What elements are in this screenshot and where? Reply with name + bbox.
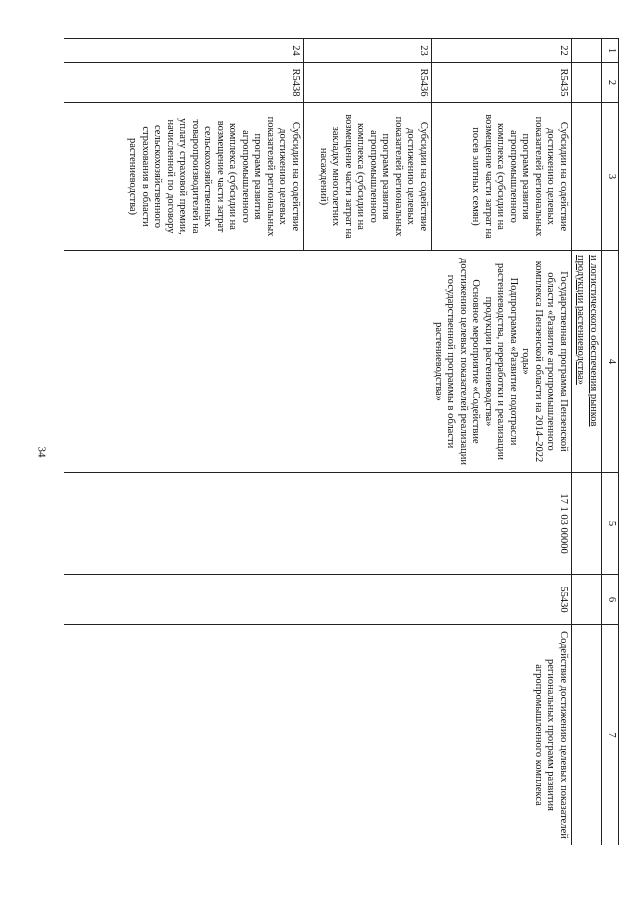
- cell: [572, 103, 602, 251]
- row-description: Субсидии на содействие достижению целевых показателей региональных программ развития агропромышленного комплекса (субсидии на возмещение части затрат на закладку многолетних насаждений): [304, 103, 432, 251]
- program-sub: Подпрограмма «Развитие подотрасли растениеводства, переработки и реализации продукции растениеводства»: [483, 263, 519, 460]
- header-row: [602, 39, 619, 846]
- cell: [572, 625, 602, 846]
- col-header-1: 1: [602, 39, 619, 63]
- col-header-6: 6: [602, 575, 619, 625]
- kvr-code: 55430: [64, 575, 572, 625]
- cell: [572, 575, 602, 625]
- row-code: R5438: [64, 63, 304, 103]
- cell: [572, 473, 602, 575]
- col-header-5: 5: [602, 473, 619, 575]
- row-number: 24: [64, 39, 304, 63]
- program-cell: [64, 251, 572, 473]
- table-container: [64, 38, 619, 845]
- continuation-cell: [572, 251, 602, 473]
- page-number: 34: [35, 446, 48, 458]
- continuation-text: и логистического обеспечения рынков продукции растениеводства»: [575, 255, 599, 427]
- budget-classification-table: [64, 38, 619, 845]
- program-state: Государственная программа Пензенской области «Развитие агропромышленного комплекса Пензенской области на 2014–2022 годы»: [520, 260, 569, 463]
- row-description: Субсидии на содействие достижению целевых показателей региональных программ развития агропромышленного комплекса (субсидии на возмещение части затрат на посев элитных семян): [432, 103, 572, 251]
- row-code: R5436: [304, 63, 432, 103]
- row-number: 22: [432, 39, 572, 63]
- rotated-table: [64, 38, 619, 845]
- csr-code: 17 1 03 00000: [64, 473, 572, 575]
- col-header-7: 7: [602, 625, 619, 846]
- continuation-row: [572, 39, 602, 846]
- col-header-3: 3: [602, 103, 619, 251]
- cell: [572, 63, 602, 103]
- purpose-cell: Содействие достижению целевых показателей региональных программ развития агропромышленного комплекса: [64, 625, 572, 846]
- program-main-measure: Основное мероприятие «Содействие достижению целевых показателей реализации государственной программы в области растениеводства»: [433, 258, 482, 465]
- cell: [572, 39, 602, 63]
- col-header-4: 4: [602, 251, 619, 473]
- col-header-2: 2: [602, 63, 619, 103]
- row-description: Субсидии на содействие достижению целевых показателей региональных программ развития агропромышленного комплекса (субсидии на возмещение части затрат сельскохозяйственных товаропроизводителей на уплату страховой премии, начисленной по договору сельскохозяйственного страхования в области растениеводства): [64, 103, 304, 251]
- row-number: 23: [304, 39, 432, 63]
- table-row: [432, 39, 572, 846]
- row-code: R5435: [432, 63, 572, 103]
